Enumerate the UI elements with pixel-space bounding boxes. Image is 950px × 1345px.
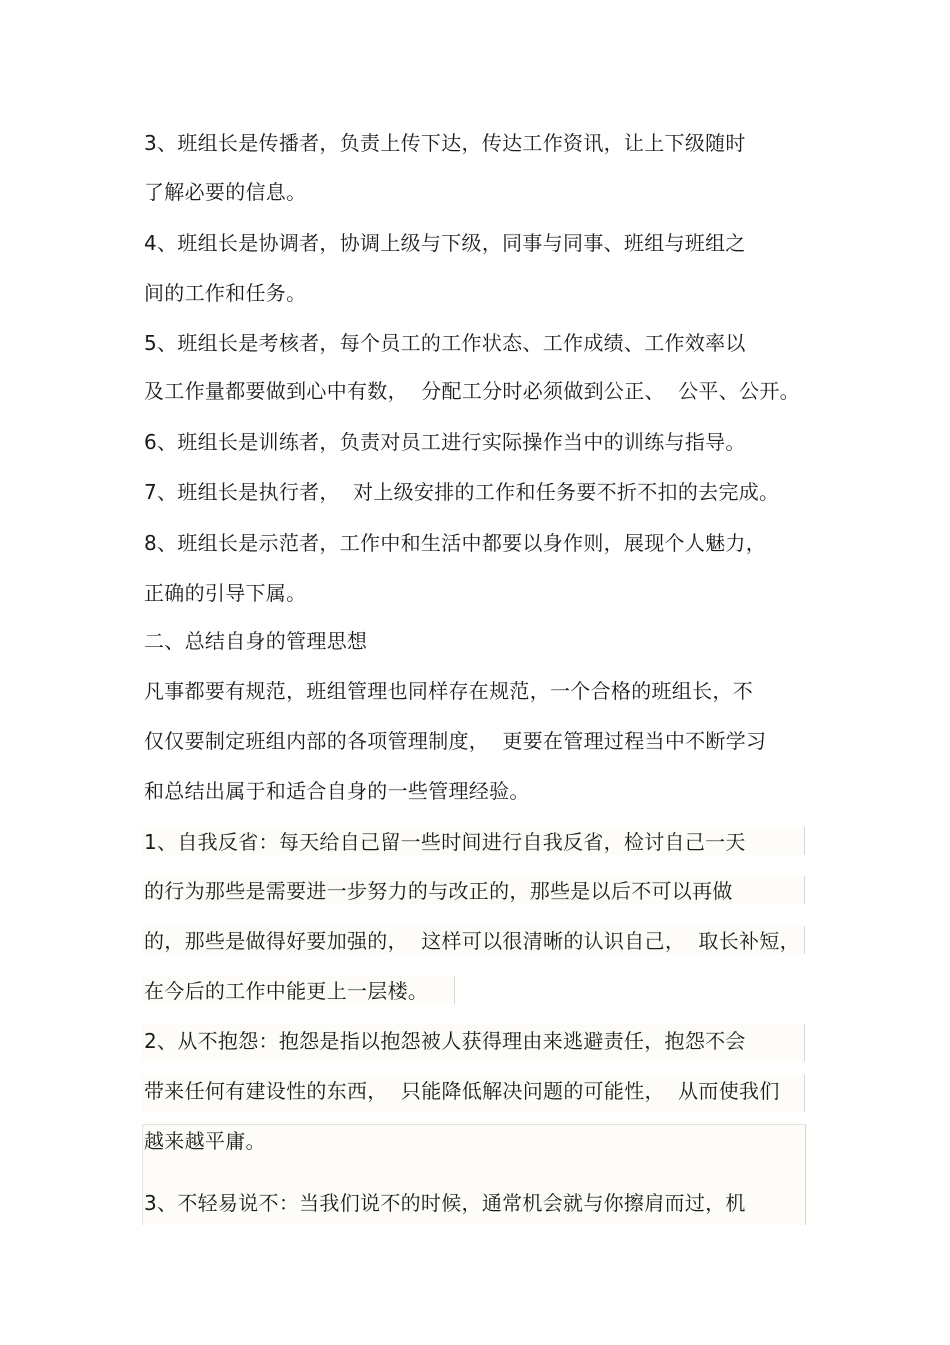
text-line: 5、班组长是考核者，每个员工的工作状态、工作成绩、工作效率以 — [144, 331, 746, 355]
text-line: 3、班组长是传播者，负责上传下达，传达工作资讯，让上下级随时 — [144, 131, 746, 155]
text-line: 的行为那些是需要进一步努力的与改正的，那些是以后不可以再做 — [144, 879, 733, 903]
text-line: 了解必要的信息。 — [144, 180, 307, 204]
text-line: 8、班组长是示范者，工作中和生活中都要以身作则，展现个人魅力， — [144, 531, 767, 555]
text-line: 正确的引导下属。 — [144, 581, 307, 605]
text-line: 在今后的工作中能更上一层楼。 — [144, 979, 429, 1003]
text-line: 7、班组长是执行者， 对上级安排的工作和任务要不折不扣的去完成。 — [144, 480, 780, 504]
text-line: 凡事都要有规范，班组管理也同样存在规范，一个合格的班组长，不 — [144, 679, 753, 703]
text-line: 1、自我反省：每天给自己留一些时间进行自我反省，检讨自己一天 — [144, 830, 746, 854]
section-heading: 二、总结自身的管理思想 — [144, 629, 368, 653]
text-line: 和总结出属于和适合自身的一些管理经验。 — [144, 779, 530, 803]
text-line: 仅仅要制定班组内部的各项管理制度， 更要在管理过程当中不断学习 — [144, 729, 767, 753]
text-line: 2、从不抱怨：抱怨是指以抱怨被人获得理由来逃避责任，抱怨不会 — [144, 1029, 746, 1053]
text-line: 6、班组长是训练者，负责对员工进行实际操作当中的训练与指导。 — [144, 430, 746, 454]
text-line: 带来任何有建设性的东西， 只能降低解决问题的可能性， 从而使我们 — [144, 1079, 780, 1103]
text-line: 4、班组长是协调者，协调上级与下级，同事与同事、班组与班组之 — [144, 231, 746, 255]
text-line: 间的工作和任务。 — [144, 281, 307, 305]
text-line: 及工作量都要做到心中有数， 分配工分时必须做到公正、 公平、公开。 — [144, 379, 800, 403]
text-line: 3、不轻易说不：当我们说不的时候，通常机会就与你擦肩而过，机 — [144, 1191, 746, 1215]
text-line: 的，那些是做得好要加强的， 这样可以很清晰的认识自己， 取长补短， — [144, 929, 800, 953]
text-line: 越来越平庸。 — [144, 1129, 266, 1153]
